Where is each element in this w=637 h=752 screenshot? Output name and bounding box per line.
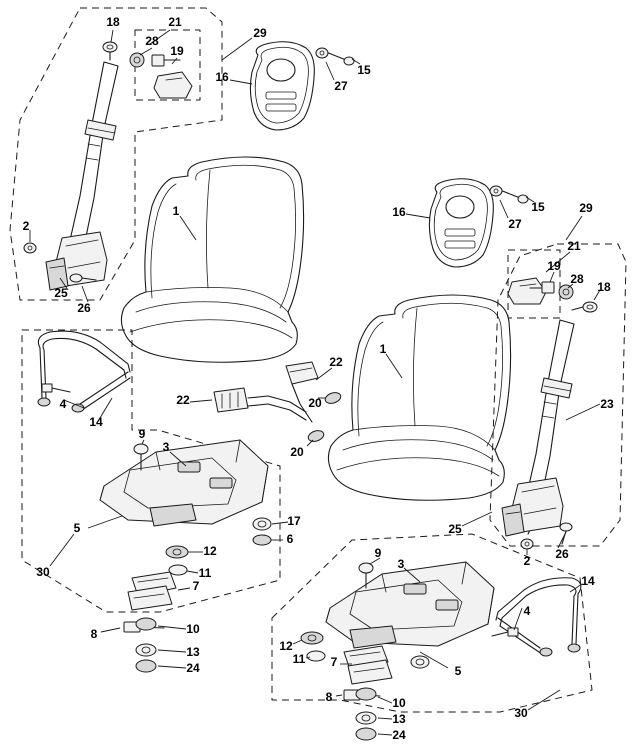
callout-28-right: 28 (570, 272, 584, 286)
callout-16-left: 16 (215, 70, 229, 84)
callout-10-right: 10 (392, 696, 406, 710)
part-2-left-washer (24, 243, 36, 253)
callout-8-right: 8 (325, 690, 333, 704)
part-27-left-washer (316, 48, 334, 80)
callout-29: 29 (253, 26, 267, 40)
callout-2-left: 2 (22, 219, 30, 233)
callout-5-left: 5 (73, 521, 81, 535)
part-11-left-washer (169, 565, 187, 575)
part-7-right-bracket (344, 646, 392, 684)
callout-24-right: 24 (392, 728, 406, 742)
part-24-right-nut (356, 728, 376, 740)
part-12-left-nut (166, 546, 188, 558)
callout-10-left: 10 (186, 622, 200, 636)
part-2-right-washer (521, 539, 533, 549)
part-3-right-base-plate (326, 562, 494, 648)
callout-30-left: 30 (36, 565, 50, 579)
part-11-right-washer (307, 651, 325, 661)
callout-12-left: 12 (203, 544, 217, 558)
callout-18: 18 (106, 15, 120, 29)
part-22-buckle-left (214, 388, 306, 420)
part-25-right-retractor (502, 478, 563, 536)
callout-2-right: 2 (523, 554, 531, 568)
part-14-right-handrail (496, 578, 581, 656)
callout-13-right: 13 (392, 712, 406, 726)
part-4-left-bolt (42, 384, 70, 392)
callout-8-left: 8 (90, 627, 98, 641)
callout-19-right: 19 (547, 259, 561, 273)
callout-15: 15 (357, 63, 371, 77)
callout-9-right: 9 (374, 546, 382, 560)
callout-29-right: 29 (579, 201, 593, 215)
part-15-right-screw (500, 190, 528, 203)
callout-3-left: 3 (162, 440, 170, 454)
callout-12-right: 12 (279, 639, 293, 653)
part-24-left-nut (136, 660, 156, 672)
part-17-right-washer (411, 656, 429, 668)
part-18-right-bolt (572, 302, 597, 312)
part-10-left-nut (136, 618, 156, 630)
part-20-connector-upper (324, 391, 342, 405)
callout-21: 21 (168, 15, 182, 29)
callout-27-right: 27 (508, 217, 522, 231)
callout-14-right: 14 (581, 574, 595, 588)
callout-4-left: 4 (59, 397, 67, 411)
callout-21-right: 21 (567, 239, 581, 253)
callout-14-left: 14 (89, 415, 103, 429)
part-6-left-nut (253, 535, 271, 545)
callout-30-right: 30 (514, 706, 528, 720)
part-17-left-washer (253, 518, 271, 530)
part-7-left-bracket (128, 572, 176, 610)
callout-23: 23 (600, 397, 614, 411)
callout-11-left: 11 (198, 566, 212, 580)
part-5-left-leader (88, 516, 122, 528)
callout-1-left: 1 (172, 204, 180, 218)
callout-1-right: 1 (379, 342, 387, 356)
callout-17-left: 17 (287, 514, 301, 528)
part-12-right-nut (301, 632, 323, 644)
part-21-left-bracket (154, 72, 192, 98)
part-20-connector-lower (307, 429, 325, 446)
part-3-left-base-plate (100, 440, 268, 526)
part-16-left-headrest (250, 42, 314, 130)
part-22-buckle-right (286, 362, 318, 422)
leader-lines (30, 30, 600, 735)
callout-26-left: 26 (77, 301, 91, 315)
part-28-left-spacer (130, 53, 144, 67)
callout-19: 19 (170, 44, 184, 58)
part-21-right-bracket (508, 278, 546, 304)
callout-18-right: 18 (597, 280, 611, 294)
callout-28: 28 (145, 34, 159, 48)
callout-5-right: 5 (454, 664, 462, 678)
callout-24-left: 24 (186, 661, 200, 675)
part-13-left-washer (136, 644, 156, 656)
part-14-left-handrail (38, 331, 130, 412)
callout-4-right: 4 (523, 604, 531, 618)
part-13-right-washer (356, 712, 376, 724)
callout-22-a: 22 (329, 355, 343, 369)
callout-26-right: 26 (555, 547, 569, 561)
callout-11-right: 11 (292, 652, 306, 666)
part-16-right-headrest (429, 179, 493, 267)
callout-25-right: 25 (448, 522, 462, 536)
callout-27: 27 (334, 79, 348, 93)
callout-9-left: 9 (138, 427, 146, 441)
part-1-left-seat (121, 157, 303, 362)
callout-20-b: 20 (290, 445, 304, 459)
callout-16-right: 16 (392, 205, 406, 219)
part-1-right-seat (328, 295, 510, 500)
part-28-right-spacer (559, 285, 573, 299)
callout-6: 6 (286, 532, 294, 546)
callout-25-left: 25 (54, 286, 68, 300)
part-15-left-screw (326, 52, 354, 65)
callout-7-right: 7 (330, 655, 338, 669)
callout-22-b: 22 (176, 393, 190, 407)
callout-13-left: 13 (186, 645, 200, 659)
callout-15-right: 15 (531, 200, 545, 214)
part-10-right-nut (356, 688, 376, 700)
callout-3-right: 3 (397, 557, 405, 571)
callout-20-a: 20 (308, 396, 322, 410)
callout-7-left: 7 (192, 579, 200, 593)
part-18-left-bolt (103, 42, 117, 60)
